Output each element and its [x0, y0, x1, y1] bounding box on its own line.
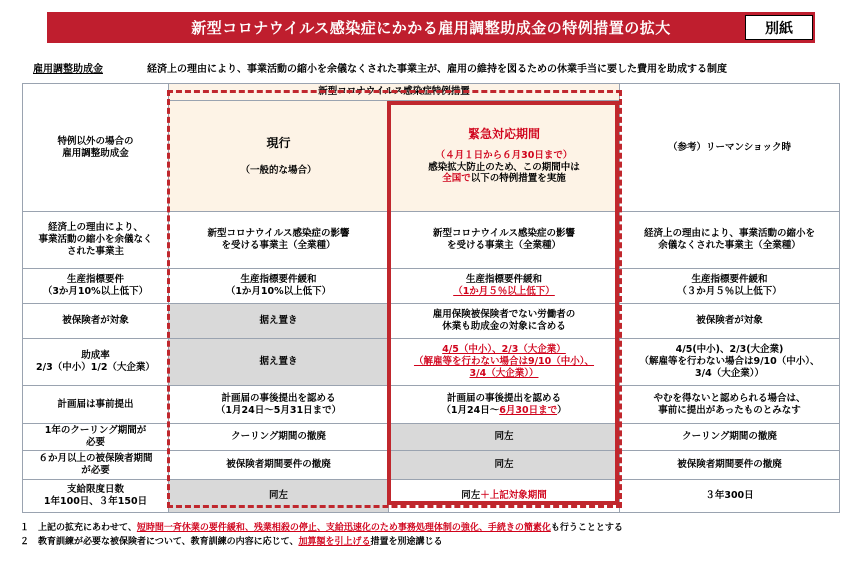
- table-row: [23, 424, 840, 451]
- comparison-table: [22, 83, 840, 513]
- row5-c3: 同左: [389, 424, 620, 451]
- table-row: [23, 212, 840, 269]
- row1-c4: 生産指標要件緩和 （３か月５％以上低下）: [620, 269, 840, 304]
- row7-c3-a: 同左: [461, 489, 481, 501]
- row2-c4: 被保険者が対象: [620, 304, 840, 339]
- row3-c4: 4/5(中小)、2/3(大企業) （解雇等を行わない場合は9/10（中小）、 3/4（大企業））: [620, 339, 840, 386]
- row0-c3: 新型コロナウイルス感染症の影響 を受ける事業主（全業種）: [389, 212, 620, 269]
- emergency-line1: 感染拡大防止のため、この期間中は: [428, 161, 580, 173]
- current-title: 現行: [266, 135, 291, 150]
- note-2-prefix: ２ 教育訓練が必要な被保険者について、教育訓練の内容に応じて、: [20, 537, 299, 548]
- row4-c3: [389, 386, 620, 424]
- emergency-line2-rest: 以下の特例措置を実施: [470, 173, 566, 185]
- row2-c2: 据え置き: [169, 304, 389, 339]
- intro: [33, 60, 833, 75]
- row1-c3-a: 生産指標要件緩和: [465, 274, 542, 286]
- row1-c1: 生産指標要件 （3か月10%以上低下）: [23, 269, 169, 304]
- row0-c1: 経済上の理由により、 事業活動の縮小を余儀なく された事業主: [23, 212, 169, 269]
- row4-c4: やむを得ないと認められる場合は、 事前に提出があったものとみなす: [620, 386, 840, 424]
- row2-c3: 雇用保険被保険者でない労働者の 休業も助成金の対象に含める: [389, 304, 620, 339]
- emergency-period: （４月１日から６月30日まで）: [435, 149, 573, 161]
- note-1-prefix: １ 上記の拡充にあわせて、: [20, 523, 137, 533]
- row4-c3-d: ）: [557, 404, 567, 416]
- row4-c3-a: 計画届の事後提出を認める: [446, 392, 561, 404]
- row1-c2: 生産指標要件緩和 （1か月10%以上低下）: [169, 269, 389, 304]
- header-c3: [389, 101, 620, 212]
- row2-c1: 被保険者が対象: [23, 304, 169, 339]
- emergency-nationwide: 全国で: [442, 173, 471, 185]
- row7-c3-b: ＋上記対象期間: [480, 489, 547, 501]
- emergency-line2: [392, 173, 616, 185]
- row0-c4: 経済上の理由により、事業活動の縮小を 余儀なくされた事業主（全業種）: [620, 212, 840, 269]
- header-c4: （参考）リーマンショック時: [620, 84, 840, 212]
- row5-c1: 1年のクーリング期間が 必要: [23, 424, 169, 451]
- special-measures-header: 新型コロナウイルス感染症特例措置: [169, 84, 620, 101]
- table-row: [23, 479, 840, 512]
- row6-c1: ６か月以上の被保険者期間 が必要: [23, 450, 169, 479]
- table-row: [23, 269, 840, 304]
- note-2: [20, 535, 623, 549]
- table-row: [23, 450, 840, 479]
- row6-c4: 被保険者期間要件の撤廃: [620, 450, 840, 479]
- row5-c2: クーリング期間の撤廃: [169, 424, 389, 451]
- row7-c1: 支給限度日数 1年100日、３年150日: [23, 479, 169, 512]
- row4-c2: 計画届の事後提出を認める （1月24日～5月31日まで）: [169, 386, 389, 424]
- row1-c3-b: （1か月５％以上低下）: [453, 286, 555, 297]
- emergency-title: 緊急対応期間: [467, 126, 540, 141]
- row4-c1: 計画届は事前提出: [23, 386, 169, 424]
- row4-c3-line2: [392, 405, 616, 417]
- row4-c3-c: 6月30日まで: [499, 404, 558, 416]
- row3-c1: 助成率 2/3（中小）1/2（大企業）: [23, 339, 169, 386]
- row7-c3: [389, 479, 620, 512]
- note-1-suffix: も行うこととする: [550, 523, 623, 533]
- intro-text: 経済上の理由により、事業活動の縮小を余儀なくされた事業主が、雇用の維持を図るための休業手当に要した費用を助成する制度: [147, 64, 727, 75]
- header-c1: 特例以外の場合の 雇用調整助成金: [23, 84, 169, 212]
- attachment-tag: 別紙: [745, 15, 813, 40]
- row6-c2: 被保険者期間要件の撤廃: [169, 450, 389, 479]
- note-2-highlight: 加算額を引上げる: [298, 537, 371, 548]
- header-c2: [169, 101, 389, 212]
- row4-c3-b: （1月24日～: [441, 404, 500, 416]
- page-title: 新型コロナウイルス感染症にかかる雇用調整助成金の特例措置の拡大: [191, 19, 671, 37]
- row0-c2: 新型コロナウイルス感染症の影響 を受ける事業主（全業種）: [169, 212, 389, 269]
- table-row: [23, 386, 840, 424]
- intro-label: 雇用調整助成金: [33, 64, 103, 75]
- row1-c3: [389, 269, 620, 304]
- current-sub: （一般的な場合）: [240, 164, 317, 176]
- row7-c2: 同左: [169, 479, 389, 512]
- row5-c4: クーリング期間の撤廃: [620, 424, 840, 451]
- notes: [20, 521, 623, 550]
- table-row: [23, 339, 840, 386]
- table-row: [23, 304, 840, 339]
- row6-c3: 同左: [389, 450, 620, 479]
- note-1-highlight: 短時間一斉休業の要件緩和、残業相殺の停止、支給迅速化のため事務処理体制の強化、手続きの簡素化: [136, 523, 551, 533]
- row7-c4: ３年300日: [620, 479, 840, 512]
- row3-c2: 据え置き: [169, 339, 389, 386]
- page-header: [47, 12, 815, 43]
- note-1: [20, 521, 623, 535]
- note-2-suffix: 措置を別途講じる: [370, 537, 443, 548]
- row3-c3: 4/5（中小）、2/3（大企業） （解雇等を行わない場合は9/10（中小）、 3/4（大企業））: [389, 339, 620, 386]
